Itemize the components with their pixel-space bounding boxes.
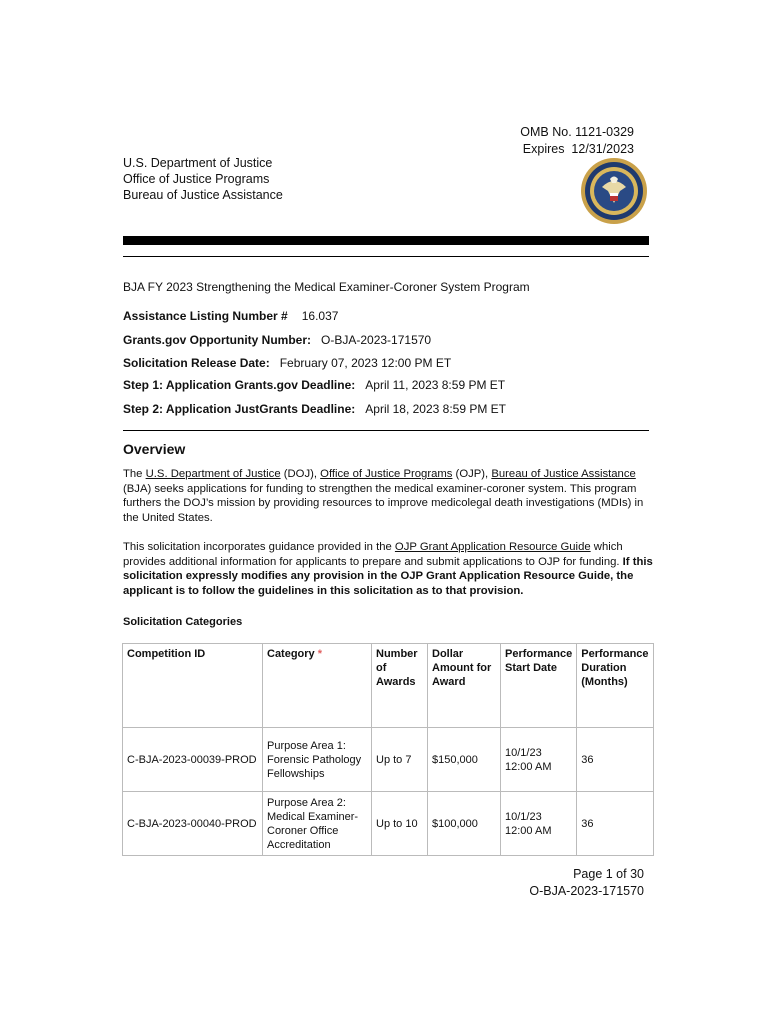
col-number-awards: Number of Awards [372,644,428,728]
agency-line-ojp: Office of Justice Programs [123,172,270,186]
solicitation-categories-table [122,643,654,856]
col-category [263,644,372,728]
agency-line-bja: Bureau of Justice Assistance [123,188,283,202]
text: This solicitation incorporates guidance provided in the [123,541,395,553]
kv-opportunity-number [123,333,431,347]
text: which provides additional information for applicants to prepare and submit applications to OJP for funding. [123,541,623,568]
header-rule-thick [123,236,649,245]
table-header-row [123,644,654,728]
page-footer [529,866,644,900]
cell-category: Purpose Area 2: Medical Examiner-Coroner Office Accreditation [263,792,372,856]
kv-step2-deadline [123,402,506,416]
text: (BJA) seeks applications for funding to strengthen the medical examiner-coroner system. This program furthers the DOJ’s mission by providing resources to improve medicolegal death investigations (MDIs) in the United States. [123,482,644,524]
cell-start: 10/1/23 12:00 AM [501,728,577,792]
cell-duration: 36 [577,792,653,856]
omb-block [520,124,634,158]
kv-value: 16.037 [301,309,339,323]
solicitation-categories-title: Solicitation Categories [123,616,243,628]
cell-amount: $100,000 [428,792,501,856]
kv-label: Grants.gov Opportunity Number: [123,333,312,347]
cell-competition-id: C-BJA-2023-00040-PROD [123,792,263,856]
link-doj[interactable]: U.S. Department of Justice [145,468,281,480]
col-duration: Performance Duration (Months) [577,644,653,728]
required-mark: * [317,648,323,660]
text: (OJP), [452,468,492,480]
col-start-date: Performance Start Date [501,644,577,728]
kv-assistance-listing [123,309,338,323]
section-rule [123,430,649,431]
header-rule-thin [123,256,649,257]
kv-release-date [123,356,451,370]
bold-notice: If this solicitation expressly modifies any provision in the OJP Grant Application Resource Guide, the applicant is to follow the guidelines in this solicitation as to that provision. [123,555,653,597]
kv-value: April 18, 2023 8:59 PM ET [365,402,507,416]
kv-step1-deadline [123,378,505,392]
doj-seal-icon [580,157,648,225]
omb-expires: Expires 12/31/2023 [522,142,634,156]
kv-value: February 07, 2023 12:00 PM ET [279,356,452,370]
col-competition-id: Competition ID [123,644,263,728]
cell-awards: Up to 10 [372,792,428,856]
cell-category: Purpose Area 1: Forensic Pathology Fellowships [263,728,372,792]
table-row [123,792,654,856]
text: The [123,468,146,480]
link-ojp[interactable]: Office of Justice Programs [320,468,453,480]
kv-label: Assistance Listing Number # [123,309,288,323]
agency-line-doj: U.S. Department of Justice [123,156,273,170]
kv-label: Step 2: Application JustGrants Deadline: [123,402,356,416]
link-resource-guide[interactable]: OJP Grant Application Resource Guide [394,541,591,553]
overview-paragraph-1 [123,467,653,525]
program-title: BJA FY 2023 Strengthening the Medical Examiner-Coroner System Program [123,280,530,294]
cell-amount: $150,000 [428,728,501,792]
col-dollar-amount: Dollar Amount for Award [428,644,501,728]
overview-paragraph-2 [123,540,653,598]
kv-label: Step 1: Application Grants.gov Deadline: [123,378,356,392]
page-number: Page 1 of 30 [573,867,644,881]
cell-competition-id: C-BJA-2023-00039-PROD [123,728,263,792]
agency-block [123,155,283,203]
link-bja[interactable]: Bureau of Justice Assistance [491,468,636,480]
table-row [123,728,654,792]
text: (DOJ), [280,468,321,480]
kv-value: April 11, 2023 8:59 PM ET [365,378,506,392]
footer-opportunity-number: O-BJA-2023-171570 [529,884,644,898]
kv-value: O-BJA-2023-171570 [321,333,432,347]
cell-duration: 36 [577,728,653,792]
col-category-label: Category [267,648,315,660]
cell-start: 10/1/23 12:00 AM [501,792,577,856]
omb-number: OMB No. 1121-0329 [520,125,634,139]
kv-label: Solicitation Release Date: [123,356,270,370]
overview-heading: Overview [123,441,186,457]
cell-awards: Up to 7 [372,728,428,792]
